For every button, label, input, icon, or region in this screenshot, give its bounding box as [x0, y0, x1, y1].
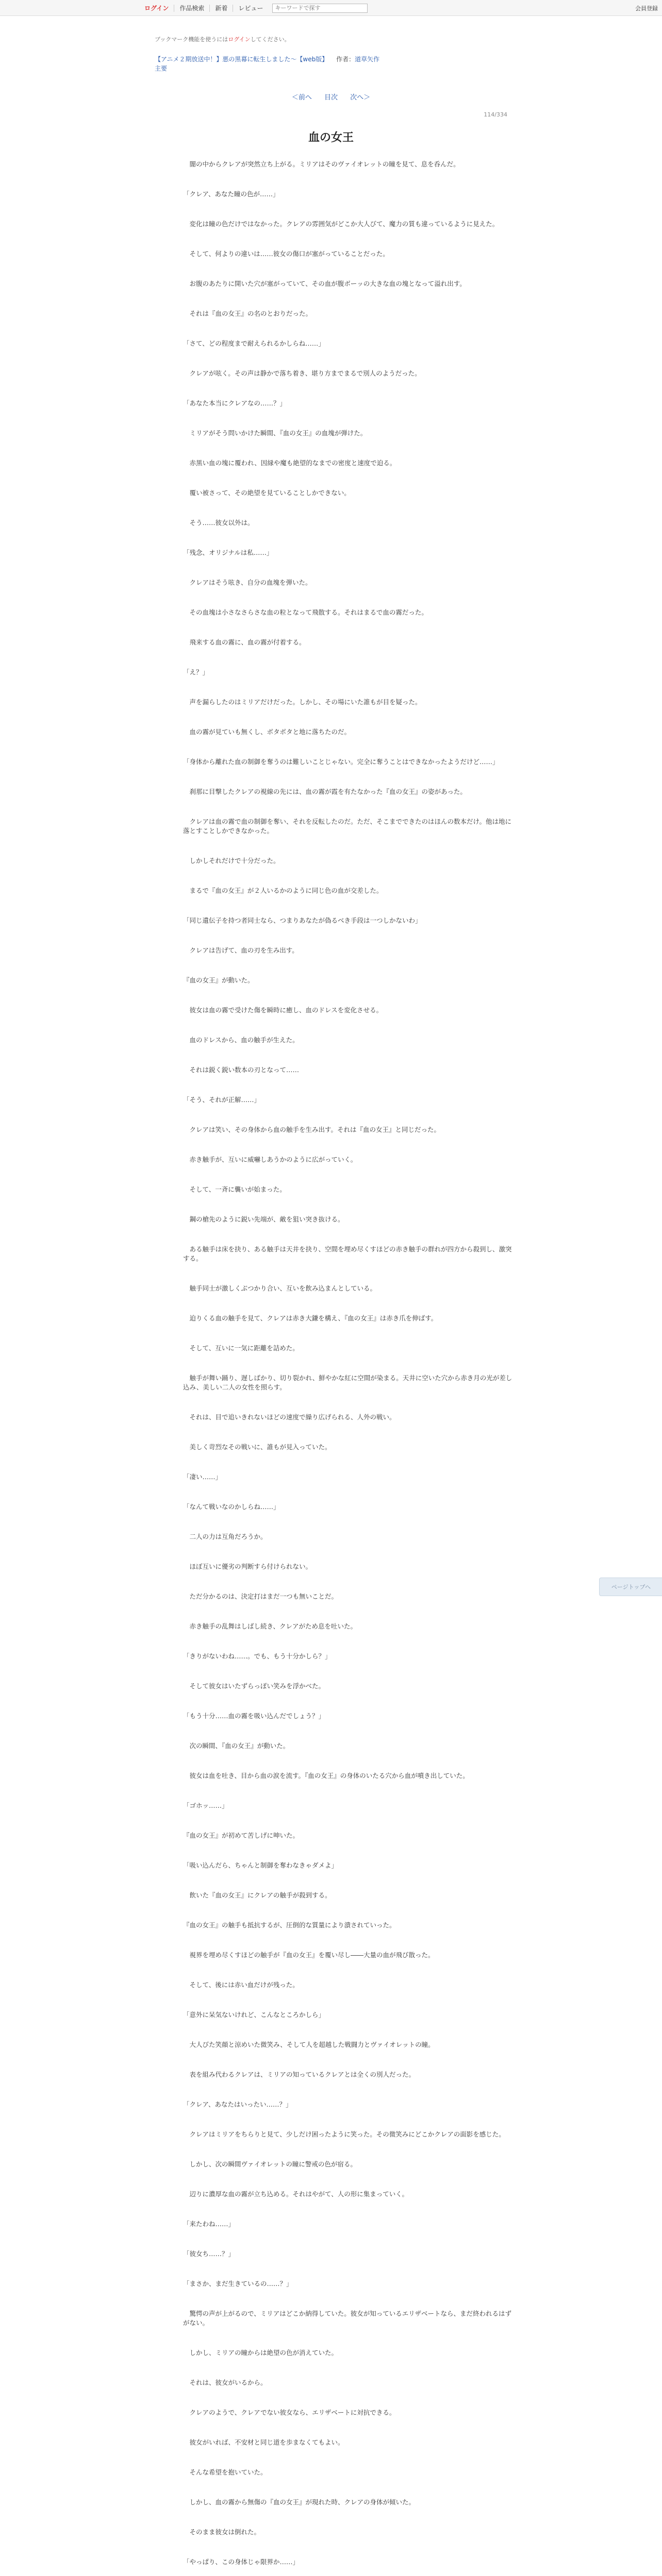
review-link[interactable]: レビュー [238, 5, 263, 12]
paragraph: まるで『血の女王』が２人いるかのように同じ色の血が交差した。 [183, 887, 383, 894]
paragraph: 覆い被さって、その絶望を見ていることしかできない。 [183, 489, 351, 497]
search-input[interactable] [272, 4, 368, 13]
paragraph: 「ゴホッ……」 [183, 1802, 228, 1809]
prev-link[interactable]: ＜前へ [291, 94, 312, 101]
paragraph: 表を組み代わるクレアは、ミリアの知っているクレアとは全くの別人だった。 [183, 2071, 416, 2078]
top-nav [144, 4, 368, 13]
paragraph: そのまま彼女は倒れた。 [183, 2528, 261, 2536]
paragraph: 「きりがないわね……。でも、もう十分かしら？」 [183, 1652, 332, 1660]
paragraph: 「え？」 [183, 668, 209, 676]
paragraph: それは、彼女がいるから。 [183, 2379, 267, 2386]
paragraph: お腹のあたりに開いた穴が塞がっていて、その血が腹ボーッの大きな血の塊となって溢れ出す。 [183, 280, 466, 287]
paragraph: しかし、血の霧から無傷の『血の女王』が現れた時、クレアの身体が傾いた。 [183, 2498, 416, 2506]
paragraph: 「あなた本当にクレアなの……？」 [183, 399, 287, 407]
novel-body [183, 160, 513, 2576]
paragraph: 変化は瞳の色だけではなかった。クレアの雰囲気がどこか大人びて、魔力の質も違っているように見えた。 [183, 220, 499, 228]
paragraph: 触手同士が激しくぶつかり合い、互いを飲み込まんとしている。 [183, 1284, 377, 1292]
paragraph: 「クレア、あなたはいったい……？」 [183, 2100, 292, 2108]
chapter-pager [0, 92, 662, 101]
paragraph: 『血の女王』が動いた。 [183, 976, 254, 984]
chapter-title: 血の女王 [308, 131, 354, 144]
paragraph: 飛来する血の霧に、血の霧が付着する。 [183, 638, 306, 646]
paragraph: 赤き触手が、互いに威嚇しあうかのように広がっていく。 [183, 1156, 357, 1163]
top-bar [0, 0, 662, 16]
paragraph: 赤黒い血の塊に覆われ、因縁や魔も絶望的なまでの密度と速度で迫る。 [183, 459, 396, 467]
paragraph: クレアはミリアをちらりと見て、少しだけ困ったように笑った。その微笑みにどこかクレアの面影を感じた。 [183, 2130, 505, 2138]
series-title[interactable]: 【アニメ２期放送中！】悪の黒幕に転生しました～ [155, 56, 297, 63]
paragraph: 「彼女ち……？」 [183, 2250, 235, 2258]
paragraph: それは鋭く鋭い数本の刃となって…… [183, 1066, 300, 1074]
toc-link[interactable]: 目次 [324, 94, 338, 101]
next-link[interactable]: 次へ＞ [350, 94, 371, 101]
register-link[interactable]: 会員登録 [635, 5, 658, 12]
paragraph: ほぼ互いに優劣の判断すら付けられない。 [183, 1563, 312, 1570]
paragraph: そんな希望を抱いていた。 [183, 2468, 267, 2476]
paragraph: 美しく苛烈なその戦いに、誰もが見入っていた。 [183, 1443, 332, 1451]
paragraph: 闇の中からクレアが突然立ち上がる。ミリアはそのヴァイオレットの瞳を見て、息を呑んだ。 [183, 160, 460, 168]
notice-suffix: してください。 [250, 36, 290, 43]
paragraph: その血塊は小さなさらさな血の粒となって飛散する。それはまるで血の霧だった。 [183, 608, 428, 616]
paragraph: クレアは血の霧で血の制御を奪い、それを反転したのだ。ただ、そこまでできたのはほんの数本だけ。他は地に落とすことしかできなかった。 [183, 818, 512, 835]
paragraph: それは、目で追いきれないほどの速度で繰り広げられる、人外の戦い。 [183, 1413, 396, 1421]
series-badge: 【web版】 [296, 56, 328, 63]
paragraph: ミリアがそう問いかけた瞬間、『血の女王』の血塊が弾けた。 [183, 429, 367, 437]
paragraph: 「やっぱり、この身体じゃ限界か……」 [183, 2558, 300, 2566]
paragraph: 血のドレスから、血の触手が生えた。 [183, 1036, 299, 1044]
paragraph: 大人びた笑顔と涼めいた微笑み、そして人を超越した戦闘力とヴァイオレットの瞳。 [183, 2041, 435, 2048]
paragraph: 飲いた『血の女王』にクレアの触手が殺到する。 [183, 1891, 332, 1899]
paragraph: 声を漏らしたのはミリアだけだった。しかし、その場にいた誰もが目を疑った。 [183, 698, 422, 706]
paragraph: 彼女は血の霧で受けた傷を瞬時に癒し、血のドレスを変化させる。 [183, 1006, 383, 1014]
author-link[interactable]: 道草矢作 [355, 56, 380, 63]
paragraph: 「凄い……」 [183, 1473, 222, 1481]
paragraph: 「クレア、あなた瞳の色が……」 [183, 190, 279, 198]
login-link[interactable]: ログイン [144, 5, 174, 12]
paragraph: 「まさか、まだ生きているの……？」 [183, 2280, 293, 2287]
paragraph: しかしそれだけで十分だった。 [183, 857, 280, 865]
works-link[interactable]: 作品検索 [174, 5, 210, 12]
paragraph: 血の霧が見ていも無くし、ボタボタと地に落ちたのだ。 [183, 728, 351, 736]
paragraph: クレアは笑い、その身体から血の触手を生み出す。それは『血の女王』と同じだった。 [183, 1126, 441, 1133]
paragraph: 「来たわね……」 [183, 2220, 235, 2228]
paragraph: 『血の女王』の触手も抵抗するが、圧倒的な質量により潰されていった。 [183, 1921, 396, 1929]
series-info [155, 55, 380, 72]
paragraph: 「身体から離れた血の制御を奪うのは難しいことじゃない。完全に奪うことはできなかったようだけど……」 [183, 758, 499, 766]
paragraph: クレアは告げて、血の刃を生み出す。 [183, 946, 299, 954]
author-label: 作者： [336, 56, 355, 63]
paragraph: 驚愕の声が上がるので、ミリアはどこか納得していた。彼女が知っているエリザベートなら、まだ終われるはずがない。 [183, 2310, 512, 2327]
paragraph: 鋼の槍先のように鋭い先端が、敵を狙い突き抜ける。 [183, 1215, 344, 1223]
paragraph: 二人の力は互角だろうか。 [183, 1533, 267, 1540]
paragraph: 「なんて戦いなのかしらね……」 [183, 1503, 280, 1511]
paragraph: 視界を埋め尽くすほどの触手が『血の女王』を覆い尽し――大量の血が飛び散った。 [183, 1951, 435, 1959]
paragraph: 彼女は血を吐き、目から血の涙を流す。『血の女王』の身体のいたる穴から血が噴き出していた。 [183, 1772, 469, 1780]
paragraph: そして、後には赤い血だけが残った。 [183, 1981, 299, 1989]
bookmark-notice [155, 35, 290, 43]
paragraph: それは『血の女王』の名のとおりだった。 [183, 310, 312, 317]
paragraph: 迫りくる血の触手を見て、クレアは赤き大鎌を構え、『血の女王』は赤き爪を伸ばす。 [183, 1314, 438, 1322]
paragraph: そして彼女はいたずらっぽい笑みを浮かべた。 [183, 1682, 325, 1690]
paragraph: ただ分かるのは、決定打はまだ一つも無いことだ。 [183, 1592, 338, 1600]
paragraph: そして、互いに一気に距離を詰めた。 [183, 1344, 299, 1352]
paragraph: 「もう十分……血の霧を吸い込んだでしょう？」 [183, 1712, 325, 1720]
paragraph: 次の瞬間、『血の女王』が動いた。 [183, 1742, 290, 1750]
page-top-button[interactable]: ページトップへ [599, 1578, 662, 1596]
paragraph: 「同じ遺伝子を持つ者同士なら、つまりあなたが偽るべき手段は一つしかないわ」 [183, 917, 422, 924]
paragraph: そして、何よりの違いは……彼女の傷口が塞がっていることだった。 [183, 250, 389, 258]
notice-prefix: ブックマーク機能を使うには [155, 36, 228, 43]
paragraph: しかし、次の瞬間ヴァイオレットの瞳に警戒の色が宿る。 [183, 2160, 357, 2168]
paragraph: 「そう、それが正解……」 [183, 1096, 261, 1104]
paragraph: 「残念、オリジナルは私……」 [183, 549, 273, 556]
paragraph: クレアが呟く。その声は静かで落ち着き、堪り方までまるで別人のようだった。 [183, 369, 421, 377]
page-number: 114/334 [484, 111, 507, 118]
paragraph: 「さて、どの程度まで耐えられるかしらね……」 [183, 340, 325, 347]
paragraph: 触手が舞い踊り、遅しばかり、切り裂かれ、鮮やかな紅に空間が染まる。天井に空いた穴から赤き月の光が差し込み、美しい二人の女性を照らす。 [183, 1374, 512, 1391]
paragraph: 「意外に呆気ないけれど、こんなところかしら」 [183, 2011, 325, 2019]
paragraph: 彼女がいれば、不安材と同じ道を歩まなくてもよい。 [183, 2438, 344, 2446]
paragraph: 赤き触手の乱舞はしばし続き、クレアがため息を吐いた。 [183, 1622, 357, 1630]
paragraph: ある触手は床を抉り、ある触手は天井を抉り、空間を埋め尽くすほどの赤き触手の群れが四方から殺到し、激突する。 [183, 1245, 512, 1262]
paragraph: そう……彼女以外は。 [183, 519, 254, 527]
paragraph: しかし、ミリアの瞳からは絶望の色が消えていた。 [183, 2349, 338, 2357]
main-link[interactable]: 主要 [155, 65, 168, 72]
notice-login-link[interactable]: ログイン [228, 36, 251, 43]
paragraph: そして、一斉に襲いが始まった。 [183, 1185, 286, 1193]
paragraph: 「吸い込んだら、ちゃんと制御を奪わなきゃダメよ」 [183, 1861, 338, 1869]
paragraph: 刹那に目撃したクレアの視線の先には、血の霧が霞を有たなかった『血の女王』の姿があった。 [183, 788, 467, 795]
paragraph: 『血の女王』が初めて苦しげに呻いた。 [183, 1832, 300, 1839]
ranking-link[interactable]: 新着 [210, 5, 233, 12]
paragraph: クレアはそう呟き、自分の血塊を弾いた。 [183, 579, 312, 586]
paragraph: 辺りに濃厚な血の霧が立ち込める。それはやがて、人の形に集まっていく。 [183, 2190, 409, 2198]
paragraph: クレアのようで、クレアでない彼女なら、エリザベートに対抗できる。 [183, 2409, 396, 2416]
